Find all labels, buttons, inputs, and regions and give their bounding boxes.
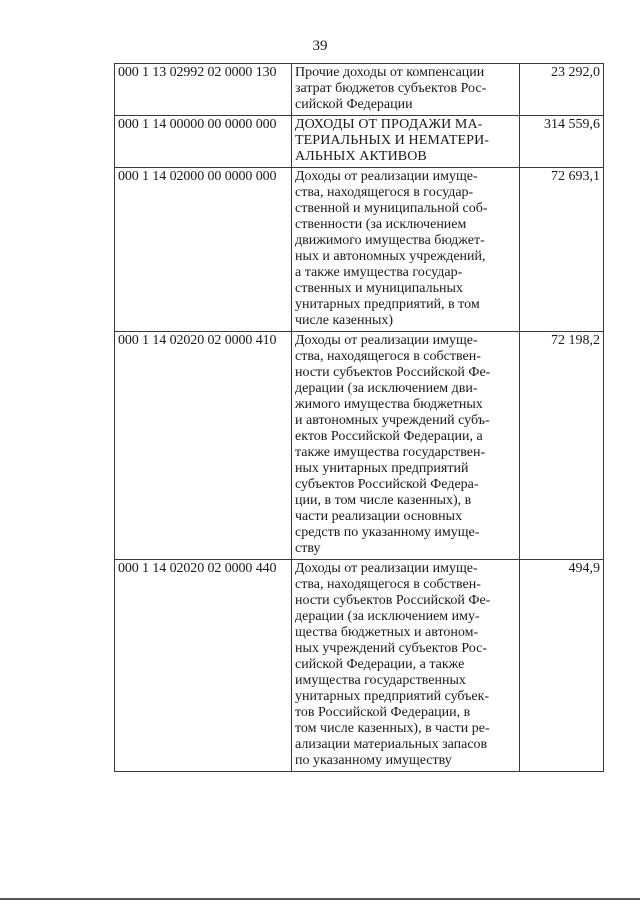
description-line: ции, в том числе казенных), в [295, 493, 472, 508]
row-description [292, 116, 520, 168]
description-line: затрат бюджетов субъектов Рос- [295, 81, 487, 96]
table-row [115, 116, 604, 168]
description-line: ных и автономных учреждений, [295, 249, 486, 264]
description-line: ных учреждений субъектов Рос- [295, 641, 488, 656]
amount: 314 559,6 [520, 116, 604, 168]
description-line: субъектов Российской Федера- [295, 477, 479, 492]
amount: 23 292,0 [520, 64, 604, 116]
table-row [115, 332, 604, 560]
description-line: Доходы от реализации имуще- [295, 561, 478, 576]
budget-code: 000 1 14 02000 00 0000 000 [115, 168, 292, 332]
description-line: ДОХОДЫ ОТ ПРОДАЖИ МА- [295, 117, 483, 132]
description-line: движимого имущества бюджет- [295, 233, 485, 248]
amount: 72 198,2 [520, 332, 604, 560]
budget-code: 000 1 14 02020 02 0000 440 [115, 560, 292, 772]
description-line: по указанному имуществу [295, 753, 452, 768]
page-number: 39 [312, 38, 328, 54]
table-row [115, 168, 604, 332]
description-line: ности субъектов Российской Фе- [295, 365, 491, 380]
budget-code: 000 1 14 02020 02 0000 410 [115, 332, 292, 560]
description-line: имущества государственных [295, 673, 466, 688]
description-line: тов Российской Федерации, в [295, 705, 471, 720]
description-line: ству [295, 541, 321, 556]
row-description [292, 64, 520, 116]
budget-code: 000 1 14 00000 00 0000 000 [115, 116, 292, 168]
description-line: ства, находящегося в собствен- [295, 349, 481, 364]
scan-edge-line [0, 898, 640, 900]
description-line: АЛЬНЫХ АКТИВОВ [295, 149, 427, 164]
row-description [292, 560, 520, 772]
amount: 494,9 [520, 560, 604, 772]
description-line: числе казенных) [295, 313, 394, 328]
description-line: Прочие доходы от компенсации [295, 65, 485, 80]
description-line: унитарных предприятий субъек- [295, 689, 490, 704]
description-line: также имущества государствен- [295, 445, 486, 460]
description-line: ных унитарных предприятий [295, 461, 469, 476]
description-line: ства, находящегося в государ- [295, 185, 474, 200]
row-description [292, 332, 520, 560]
description-line: жимого имущества бюджетных [295, 397, 483, 412]
amount: 72 693,1 [520, 168, 604, 332]
description-line: а также имущества государ- [295, 265, 463, 280]
description-line: части реализации основных [295, 509, 463, 524]
description-line: дерации (за исключением дви- [295, 381, 478, 396]
row-description [292, 168, 520, 332]
description-line: Доходы от реализации имуще- [295, 333, 478, 348]
description-line: ства, находящегося в собствен- [295, 577, 481, 592]
table-row [115, 64, 604, 116]
description-line: ектов Российской Федерации, а [295, 429, 483, 444]
description-line: дерации (за исключением иму- [295, 609, 480, 624]
table-row [115, 560, 604, 772]
description-line: Доходы от реализации имуще- [295, 169, 478, 184]
description-line: ТЕРИАЛЬНЫХ И НЕМАТЕРИ- [295, 133, 490, 148]
description-line: ализации материальных запасов [295, 737, 488, 752]
description-line: и автономных учреждений субъ- [295, 413, 490, 428]
description-line: том числе казенных), в части ре- [295, 721, 490, 736]
description-line: ности субъектов Российской Фе- [295, 593, 491, 608]
description-line: ственных и муниципальных [295, 281, 463, 296]
budget-code: 000 1 13 02992 02 0000 130 [115, 64, 292, 116]
description-line: ственности (за исключением [295, 217, 467, 232]
description-line: щества бюджетных и автоном- [295, 625, 479, 640]
description-line: ственной и муниципальной соб- [295, 201, 488, 216]
description-line: унитарных предприятий, в том [295, 297, 480, 312]
description-line: средств по указанному имуще- [295, 525, 480, 540]
description-line: сийской Федерации, а также [295, 657, 465, 672]
revenue-table [114, 63, 604, 772]
description-line: сийской Федерации [295, 97, 413, 112]
